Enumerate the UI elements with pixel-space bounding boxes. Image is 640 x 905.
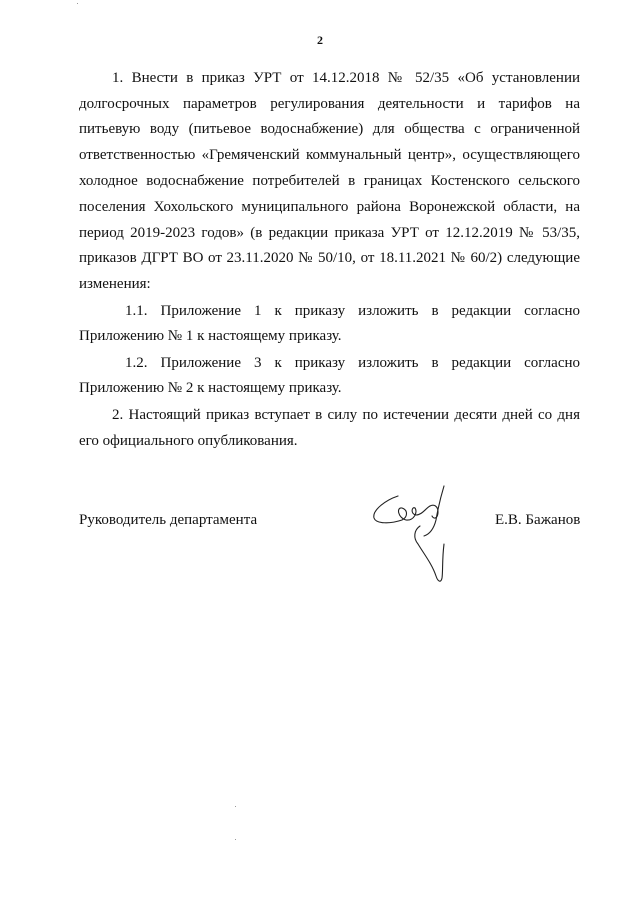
paragraph-line: 2. Настоящий приказ вступает в силу по истечении десяти дней со дня (112, 407, 580, 423)
item-line: 1.2. Приложение 3 к приказу изложить в редакции согласно (125, 355, 580, 371)
paragraph-line: период 2019-2023 годов» (в редакции приказа УРТ от 12.12.2019 № 53/35, (79, 225, 580, 241)
paragraph-line: долгосрочных параметров регулирования деятельности и тарифов на (79, 96, 580, 112)
item-line: Приложению № 1 к настоящему приказу. (79, 328, 342, 344)
scan-speck (235, 806, 236, 807)
paragraph-line: 1. Внести в приказ УРТ от 14.12.2018 № 52/35 «Об установлении (112, 70, 580, 86)
paragraph-line: приказов ДГРТ ВО от 23.11.2020 № 50/10, от 18.11.2021 № 60/2) следующие (79, 250, 580, 266)
signatory-name: Е.В. Бажанов (495, 512, 581, 528)
page-number: 2 (317, 33, 323, 47)
paragraph-line: питьевую воду (питьевое водоснабжение) для общества с ограниченной (79, 121, 580, 137)
item-line: Приложению № 2 к настоящему приказу. (79, 380, 342, 396)
item-line: 1.1. Приложение 1 к приказу изложить в редакции согласно (125, 303, 580, 319)
paragraph-line: изменения: (79, 276, 151, 292)
scan-speck (235, 839, 236, 840)
paragraph-line: его официального опубликования. (79, 433, 298, 449)
paragraph-line: холодное водоснабжение потребителей в границах Костенского сельского (79, 173, 580, 189)
paragraph-line: ответственностью «Гремяченский коммунальный центр», осуществляющего (79, 147, 580, 163)
scan-speck (77, 3, 78, 4)
handwritten-signature (368, 482, 468, 592)
paragraph-line: поселения Хохольского муниципального района Воронежской области, на (79, 199, 580, 215)
signatory-position: Руководитель департамента (79, 512, 258, 528)
